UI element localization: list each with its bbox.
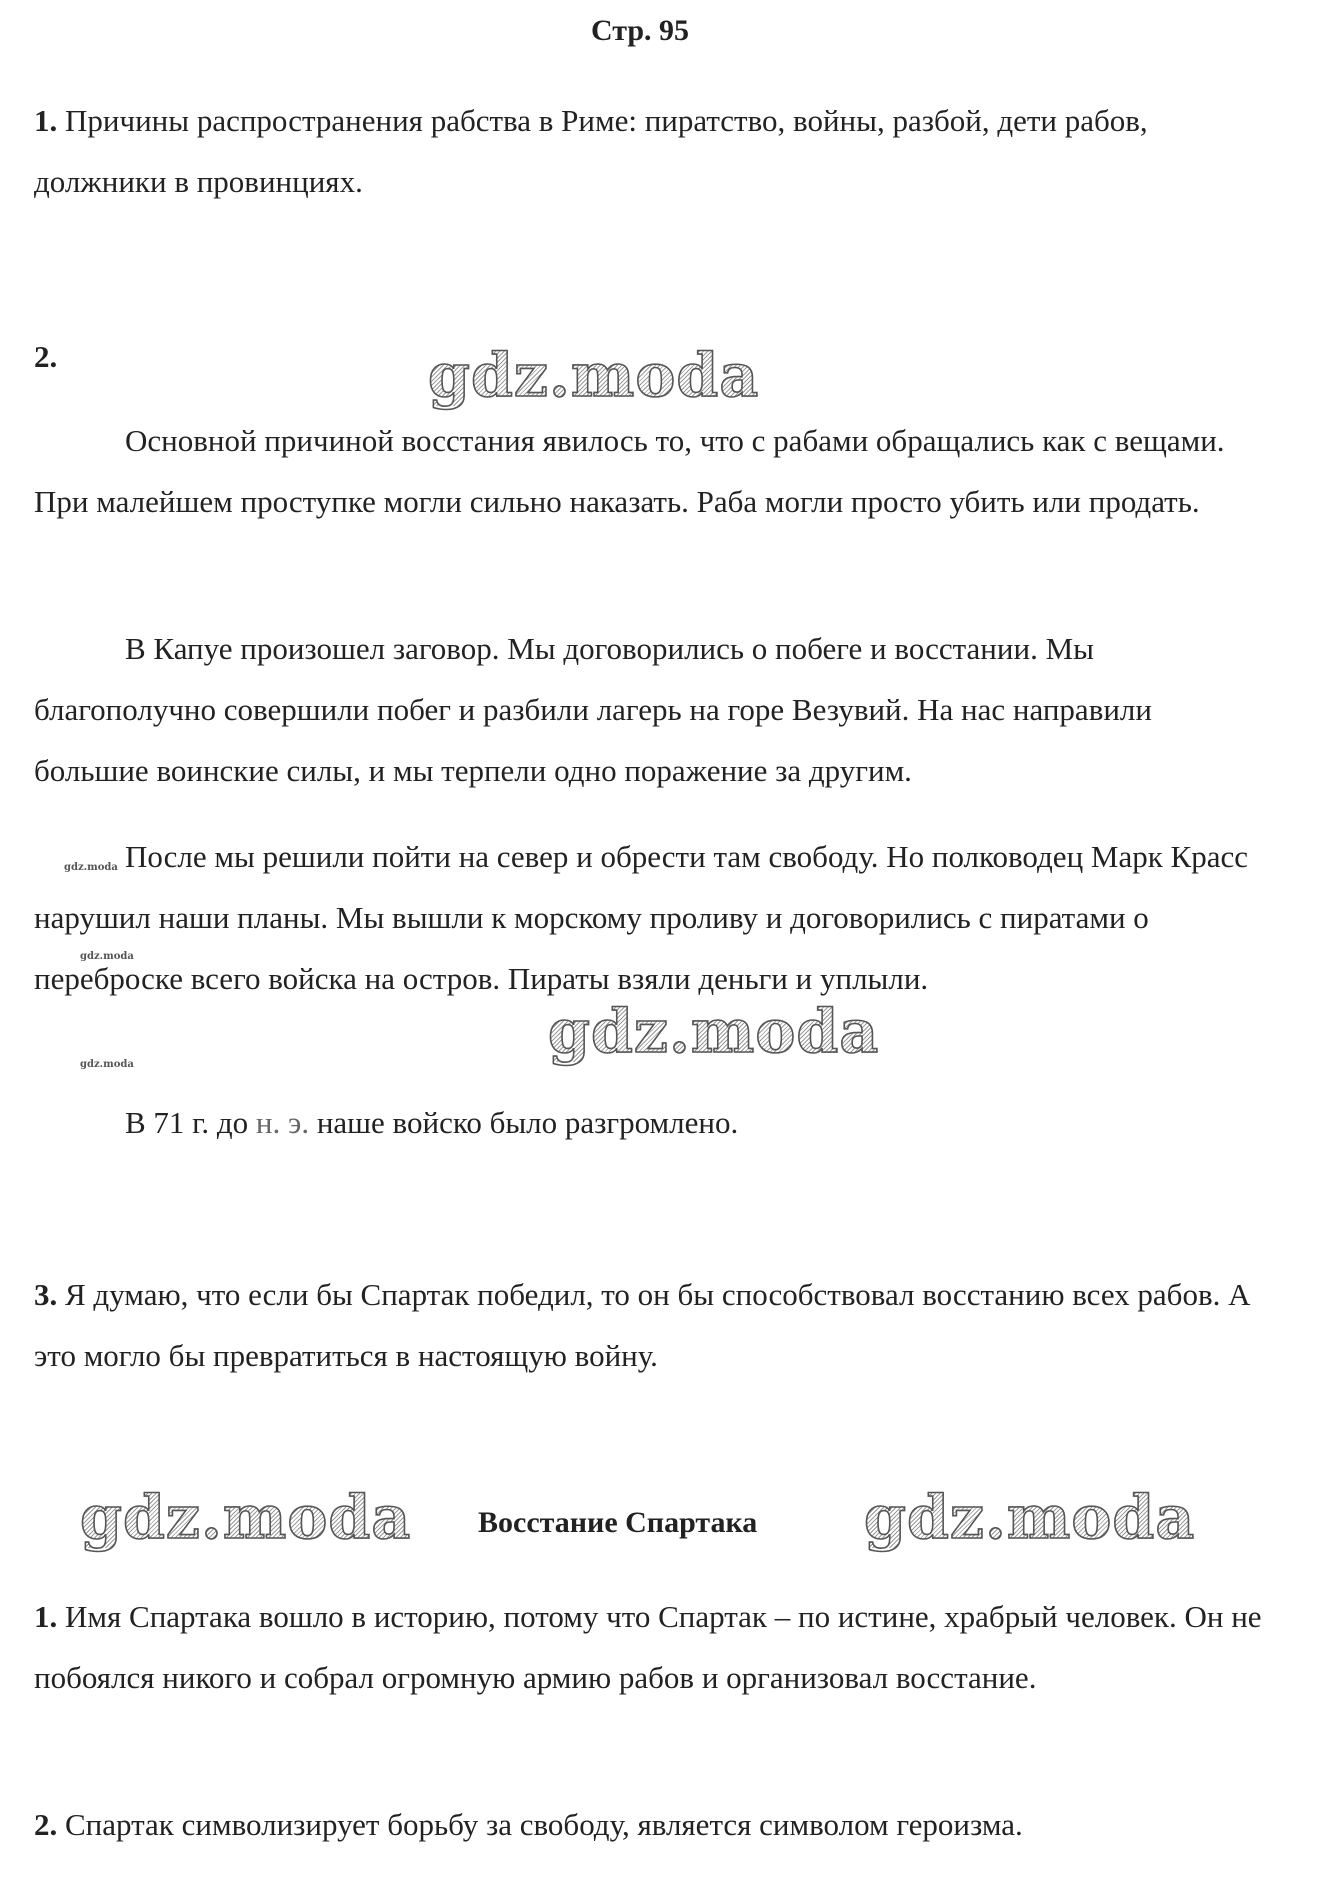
answer-2-paragraph-4-start: В 71 г. до — [125, 1105, 256, 1140]
answer-3 — [34, 1264, 1264, 1386]
section-answer-1 — [34, 1586, 1264, 1708]
answer-2-paragraph-1: Основной причиной восстания явилось то, что с рабами обращались как с вещами. При малейшем проступке могли сильно наказать. Раба могли просто убить или продать. — [34, 423, 1225, 519]
answer-2-paragraph-4 — [34, 1092, 1264, 1153]
watermark-small-1: gdz.moda — [64, 862, 118, 873]
answer-3-text: Я думаю, что если бы Спартак победил, то он бы способствовал восстанию всех рабов. А это могло бы превратиться в настоящую войну. — [34, 1277, 1251, 1373]
section-heading: Восстание Спартака — [478, 1506, 758, 1539]
watermark-logo-2: gdz.moda — [548, 997, 880, 1067]
answer-2-paragraph-4-era: н. э. — [255, 1105, 310, 1140]
watermark-small-3: gdz.moda — [80, 1059, 134, 1070]
watermark-small-2: gdz.moda — [80, 951, 134, 962]
answer-2-number: 2. — [34, 339, 58, 374]
answer-2-paragraph-2: В Капуе произошел заговор. Мы договорились о побеге и восстании. Мы благополучно совершили побег и разбили лагерь на горе Везувий. На нас направили большие воинские силы, и мы терпели одно поражение за другим. — [34, 631, 1152, 788]
watermark-logo-4: gdz.moda — [864, 1483, 1196, 1553]
section-answer-2 — [34, 1794, 1264, 1855]
answer-1-text: Причины распространения рабства в Риме: пиратство, войны, разбой, дети рабов, должники в провинциях. — [34, 103, 1148, 199]
section-answer-1-text: Имя Спартака вошло в историю, потому что Спартак – по истине, храбрый человек. Он не побоялся никого и собрал огромную армию рабов и организовал восстание. — [34, 1599, 1262, 1695]
watermark-logo-3: gdz.moda — [80, 1483, 412, 1553]
answer-2-paragraph-4-end: наше войско было разгромлено. — [309, 1105, 739, 1140]
section-answer-2-text: Спартак символизирует борьбу за свободу, является символом героизма. — [65, 1807, 1023, 1842]
section-answer-2-number: 2. — [34, 1807, 58, 1842]
watermark-logo-1: gdz.moda — [428, 341, 760, 411]
answer-1-number: 1. — [34, 103, 58, 138]
section-answer-1-number: 1. — [34, 1599, 58, 1634]
answer-3-number: 3. — [34, 1277, 58, 1312]
answer-2-paragraph-3: После мы решили пойти на север и обрести там свободу. Но полководец Марк Красс нарушил наши планы. Мы вышли к морскому проливу и договорились с пиратами о переброске всего войска на остров. Пираты взяли деньги и уплыли. — [34, 839, 1248, 996]
page-title: Стр. 95 — [590, 14, 690, 47]
answer-1 — [34, 90, 1264, 212]
